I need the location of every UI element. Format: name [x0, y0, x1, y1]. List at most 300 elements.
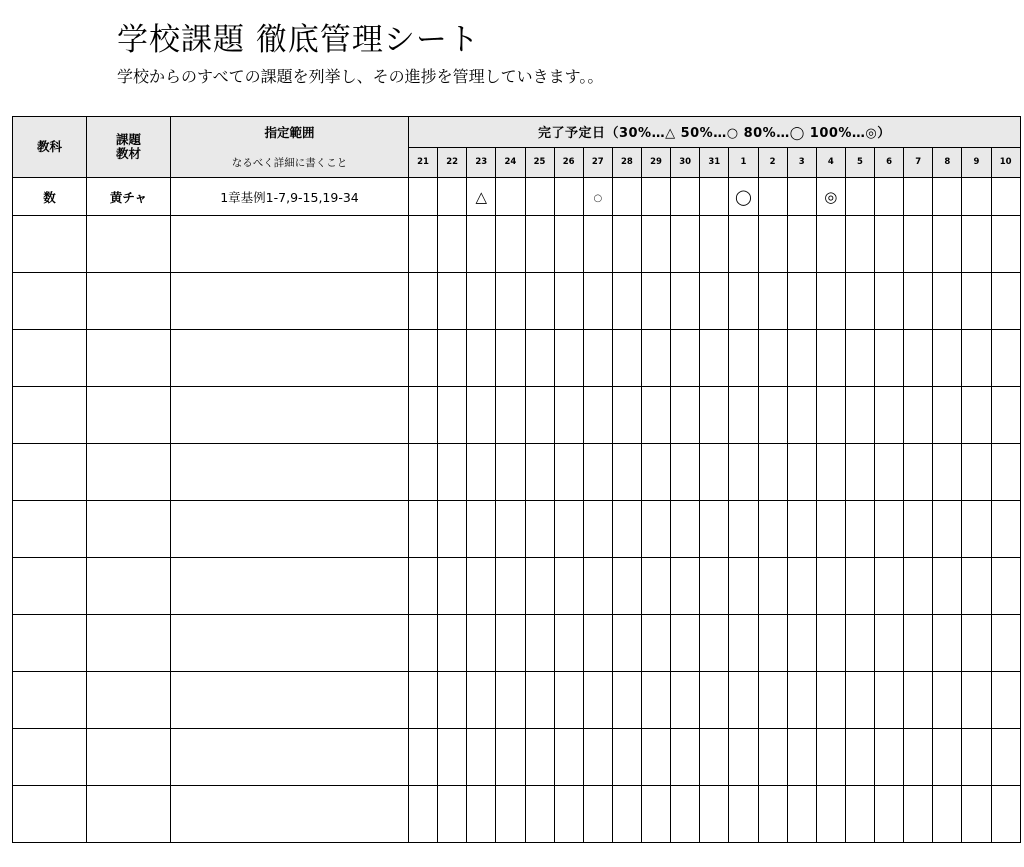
progress-cell[interactable] — [700, 216, 729, 273]
progress-cell[interactable] — [612, 178, 641, 216]
progress-cell[interactable] — [642, 501, 671, 558]
subject-cell[interactable] — [13, 501, 87, 558]
progress-cell[interactable] — [845, 330, 874, 387]
progress-cell[interactable] — [642, 672, 671, 729]
progress-cell[interactable] — [933, 786, 962, 843]
progress-cell[interactable] — [962, 330, 991, 387]
progress-cell[interactable] — [496, 444, 525, 501]
progress-cell[interactable] — [845, 615, 874, 672]
progress-cell[interactable] — [875, 615, 904, 672]
day-header: 22 — [438, 147, 467, 178]
progress-cell[interactable] — [729, 178, 758, 216]
subject-cell[interactable] — [13, 672, 87, 729]
progress-cell[interactable] — [787, 501, 816, 558]
progress-cell[interactable] — [467, 444, 496, 501]
progress-cell[interactable] — [933, 216, 962, 273]
progress-cell[interactable] — [729, 501, 758, 558]
subject-cell[interactable] — [13, 273, 87, 330]
progress-cell[interactable] — [642, 216, 671, 273]
progress-cell[interactable] — [554, 444, 583, 501]
progress-cell[interactable] — [816, 729, 845, 786]
subject-cell[interactable] — [13, 216, 87, 273]
progress-cell[interactable] — [496, 672, 525, 729]
range-cell[interactable]: 1章基例1-7,9-15,19-34 — [171, 178, 409, 216]
progress-cell[interactable] — [700, 501, 729, 558]
range-cell[interactable] — [171, 615, 409, 672]
progress-cell[interactable] — [845, 501, 874, 558]
progress-cell[interactable] — [991, 729, 1020, 786]
progress-cell[interactable] — [409, 501, 438, 558]
progress-cell[interactable] — [700, 330, 729, 387]
subject-cell[interactable] — [13, 729, 87, 786]
progress-cell[interactable] — [409, 615, 438, 672]
progress-cell[interactable] — [642, 444, 671, 501]
progress-cell[interactable] — [758, 672, 787, 729]
progress-cell[interactable] — [904, 178, 933, 216]
progress-cell[interactable] — [787, 273, 816, 330]
range-cell[interactable] — [171, 558, 409, 615]
progress-cell[interactable] — [700, 178, 729, 216]
progress-cell[interactable] — [991, 216, 1020, 273]
progress-cell[interactable] — [875, 178, 904, 216]
progress-cell[interactable] — [758, 216, 787, 273]
progress-cell[interactable] — [642, 273, 671, 330]
progress-cell[interactable] — [991, 786, 1020, 843]
progress-cell[interactable] — [729, 273, 758, 330]
progress-cell[interactable] — [991, 615, 1020, 672]
progress-cell[interactable] — [875, 273, 904, 330]
progress-cell[interactable] — [729, 216, 758, 273]
progress-cell[interactable] — [409, 216, 438, 273]
progress-cell[interactable] — [671, 729, 700, 786]
progress-cell[interactable] — [933, 615, 962, 672]
progress-cell[interactable] — [962, 786, 991, 843]
progress-cell[interactable] — [409, 178, 438, 216]
progress-cell[interactable] — [554, 501, 583, 558]
progress-cell[interactable] — [962, 178, 991, 216]
progress-cell[interactable] — [612, 444, 641, 501]
progress-cell[interactable] — [933, 672, 962, 729]
progress-cell[interactable] — [583, 786, 612, 843]
progress-cell[interactable] — [816, 178, 845, 216]
progress-cell[interactable] — [525, 273, 554, 330]
progress-cell[interactable] — [612, 387, 641, 444]
range-cell[interactable] — [171, 330, 409, 387]
progress-cell[interactable] — [438, 387, 467, 444]
progress-cell[interactable] — [671, 216, 700, 273]
range-cell[interactable] — [171, 501, 409, 558]
progress-cell[interactable] — [875, 786, 904, 843]
progress-cell[interactable] — [438, 558, 467, 615]
progress-cell[interactable] — [642, 387, 671, 444]
progress-cell[interactable] — [583, 729, 612, 786]
progress-cell[interactable] — [729, 387, 758, 444]
progress-cell[interactable] — [671, 786, 700, 843]
progress-cell[interactable] — [583, 615, 612, 672]
progress-cell[interactable] — [845, 729, 874, 786]
progress-cell[interactable] — [758, 444, 787, 501]
range-cell[interactable] — [171, 672, 409, 729]
table-row — [13, 558, 1021, 615]
progress-cell[interactable] — [496, 387, 525, 444]
progress-cell[interactable] — [612, 501, 641, 558]
progress-cell[interactable] — [758, 387, 787, 444]
progress-cell[interactable] — [612, 558, 641, 615]
subject-cell[interactable]: 数 — [13, 178, 87, 216]
progress-cell[interactable] — [875, 387, 904, 444]
progress-cell[interactable] — [758, 273, 787, 330]
subject-cell[interactable] — [13, 615, 87, 672]
progress-cell[interactable] — [816, 330, 845, 387]
progress-cell[interactable] — [816, 273, 845, 330]
progress-cell[interactable] — [438, 672, 467, 729]
progress-cell[interactable] — [962, 501, 991, 558]
progress-cell[interactable] — [933, 558, 962, 615]
progress-cell[interactable] — [962, 273, 991, 330]
progress-cell[interactable] — [496, 330, 525, 387]
progress-cell[interactable] — [583, 387, 612, 444]
progress-cell[interactable] — [467, 501, 496, 558]
progress-cell[interactable] — [700, 444, 729, 501]
progress-cell[interactable] — [671, 558, 700, 615]
progress-cell[interactable] — [496, 558, 525, 615]
day-header: 8 — [933, 147, 962, 178]
progress-cell[interactable] — [554, 387, 583, 444]
progress-cell[interactable] — [845, 672, 874, 729]
progress-cell[interactable] — [904, 330, 933, 387]
progress-cell[interactable] — [438, 178, 467, 216]
table-row — [13, 444, 1021, 501]
progress-cell[interactable] — [671, 387, 700, 444]
progress-cell[interactable] — [438, 444, 467, 501]
progress-cell[interactable] — [991, 558, 1020, 615]
progress-cell[interactable] — [904, 615, 933, 672]
progress-cell[interactable] — [904, 501, 933, 558]
progress-cell[interactable] — [787, 444, 816, 501]
progress-cell[interactable] — [816, 558, 845, 615]
progress-cell[interactable] — [875, 330, 904, 387]
progress-cell[interactable] — [583, 273, 612, 330]
progress-cell[interactable] — [467, 387, 496, 444]
progress-cell[interactable] — [758, 786, 787, 843]
progress-cell[interactable] — [438, 273, 467, 330]
progress-cell[interactable] — [729, 729, 758, 786]
progress-cell[interactable] — [729, 672, 758, 729]
subject-cell[interactable] — [13, 387, 87, 444]
progress-cell[interactable] — [700, 387, 729, 444]
progress-cell[interactable] — [904, 216, 933, 273]
header-task-label: 課題 — [115, 132, 141, 147]
progress-cell[interactable] — [991, 330, 1020, 387]
progress-cell[interactable] — [467, 672, 496, 729]
progress-cell[interactable] — [962, 672, 991, 729]
progress-cell[interactable] — [438, 786, 467, 843]
progress-cell[interactable] — [554, 729, 583, 786]
progress-cell[interactable] — [816, 387, 845, 444]
progress-cell[interactable] — [816, 786, 845, 843]
progress-cell[interactable] — [525, 330, 554, 387]
progress-cell[interactable] — [496, 178, 525, 216]
progress-cell[interactable] — [496, 501, 525, 558]
day-header: 10 — [991, 147, 1020, 178]
progress-cell[interactable] — [612, 729, 641, 786]
progress-cell[interactable] — [467, 178, 496, 216]
progress-cell[interactable] — [700, 273, 729, 330]
material-cell[interactable] — [87, 615, 171, 672]
progress-cell[interactable] — [816, 444, 845, 501]
progress-mark: ○ — [593, 192, 603, 204]
progress-cell[interactable] — [816, 501, 845, 558]
progress-cell[interactable] — [787, 330, 816, 387]
progress-cell[interactable] — [729, 558, 758, 615]
subject-cell[interactable] — [13, 558, 87, 615]
progress-cell[interactable] — [467, 615, 496, 672]
progress-cell[interactable] — [525, 178, 554, 216]
progress-cell[interactable] — [904, 444, 933, 501]
progress-cell[interactable] — [583, 672, 612, 729]
progress-cell[interactable] — [991, 273, 1020, 330]
progress-cell[interactable] — [845, 216, 874, 273]
progress-cell[interactable] — [671, 444, 700, 501]
progress-cell[interactable] — [438, 330, 467, 387]
material-cell[interactable] — [87, 387, 171, 444]
progress-cell[interactable] — [933, 729, 962, 786]
progress-cell[interactable] — [991, 444, 1020, 501]
progress-cell[interactable] — [962, 216, 991, 273]
progress-cell[interactable] — [904, 786, 933, 843]
progress-cell[interactable] — [554, 273, 583, 330]
progress-cell[interactable] — [496, 273, 525, 330]
progress-cell[interactable] — [816, 615, 845, 672]
progress-cell[interactable] — [787, 786, 816, 843]
progress-cell[interactable] — [758, 330, 787, 387]
progress-cell[interactable] — [525, 786, 554, 843]
header-range-note: なるべく詳細に書くこと — [171, 147, 409, 178]
progress-cell[interactable] — [962, 729, 991, 786]
progress-cell[interactable] — [583, 444, 612, 501]
progress-cell[interactable] — [496, 786, 525, 843]
progress-cell[interactable] — [496, 615, 525, 672]
progress-cell[interactable] — [758, 178, 787, 216]
progress-cell[interactable] — [467, 273, 496, 330]
progress-cell[interactable] — [612, 273, 641, 330]
progress-cell[interactable] — [438, 729, 467, 786]
progress-cell[interactable] — [409, 558, 438, 615]
progress-cell[interactable] — [787, 178, 816, 216]
subject-cell[interactable] — [13, 330, 87, 387]
progress-cell[interactable] — [642, 178, 671, 216]
progress-cell[interactable] — [904, 387, 933, 444]
progress-cell[interactable] — [933, 273, 962, 330]
progress-cell[interactable] — [904, 672, 933, 729]
progress-cell[interactable] — [962, 444, 991, 501]
progress-cell[interactable] — [409, 273, 438, 330]
progress-cell[interactable] — [671, 501, 700, 558]
progress-cell[interactable] — [409, 387, 438, 444]
progress-cell[interactable] — [962, 387, 991, 444]
material-cell[interactable] — [87, 216, 171, 273]
subject-cell[interactable] — [13, 786, 87, 843]
material-cell[interactable] — [87, 444, 171, 501]
progress-cell[interactable] — [525, 672, 554, 729]
material-cell[interactable]: 黄チャ — [87, 178, 171, 216]
range-cell[interactable] — [171, 444, 409, 501]
progress-cell[interactable] — [933, 387, 962, 444]
progress-cell[interactable] — [612, 672, 641, 729]
progress-cell[interactable] — [729, 615, 758, 672]
progress-cell[interactable] — [467, 558, 496, 615]
progress-cell[interactable] — [758, 558, 787, 615]
progress-cell[interactable] — [787, 615, 816, 672]
progress-cell[interactable] — [845, 273, 874, 330]
progress-cell[interactable] — [962, 615, 991, 672]
progress-cell[interactable] — [904, 558, 933, 615]
progress-cell[interactable] — [583, 501, 612, 558]
progress-cell[interactable] — [554, 330, 583, 387]
progress-cell[interactable] — [554, 558, 583, 615]
progress-cell[interactable] — [583, 216, 612, 273]
progress-cell[interactable] — [496, 729, 525, 786]
progress-cell[interactable] — [525, 558, 554, 615]
progress-cell[interactable] — [991, 387, 1020, 444]
progress-cell[interactable] — [933, 444, 962, 501]
material-cell[interactable] — [87, 729, 171, 786]
progress-cell[interactable] — [612, 786, 641, 843]
progress-cell[interactable] — [612, 330, 641, 387]
range-cell[interactable] — [171, 273, 409, 330]
progress-cell[interactable] — [525, 615, 554, 672]
progress-cell[interactable] — [671, 178, 700, 216]
progress-cell[interactable] — [438, 501, 467, 558]
progress-cell[interactable] — [904, 273, 933, 330]
progress-cell[interactable] — [933, 330, 962, 387]
progress-cell[interactable] — [787, 729, 816, 786]
progress-cell[interactable] — [991, 672, 1020, 729]
material-cell[interactable] — [87, 273, 171, 330]
progress-cell[interactable] — [583, 558, 612, 615]
progress-cell[interactable] — [409, 444, 438, 501]
progress-cell[interactable] — [962, 558, 991, 615]
progress-cell[interactable] — [642, 330, 671, 387]
header-subject: 教科 — [13, 117, 87, 178]
progress-cell[interactable] — [933, 178, 962, 216]
progress-cell[interactable] — [875, 729, 904, 786]
progress-cell[interactable] — [816, 216, 845, 273]
progress-cell[interactable] — [554, 216, 583, 273]
progress-cell[interactable] — [583, 330, 612, 387]
range-cell[interactable] — [171, 387, 409, 444]
progress-cell[interactable] — [758, 729, 787, 786]
progress-cell[interactable] — [525, 387, 554, 444]
progress-cell[interactable] — [642, 729, 671, 786]
progress-cell[interactable] — [642, 786, 671, 843]
progress-cell[interactable] — [612, 216, 641, 273]
material-cell[interactable] — [87, 672, 171, 729]
progress-cell[interactable] — [409, 672, 438, 729]
subject-cell[interactable] — [13, 444, 87, 501]
progress-cell[interactable] — [409, 330, 438, 387]
progress-cell[interactable] — [845, 558, 874, 615]
progress-cell[interactable] — [875, 216, 904, 273]
progress-cell[interactable] — [554, 615, 583, 672]
progress-cell[interactable] — [700, 558, 729, 615]
progress-cell[interactable] — [729, 444, 758, 501]
range-cell[interactable] — [171, 786, 409, 843]
progress-cell[interactable] — [787, 558, 816, 615]
progress-cell[interactable] — [525, 216, 554, 273]
progress-cell[interactable] — [438, 216, 467, 273]
material-cell[interactable] — [87, 786, 171, 843]
progress-cell[interactable] — [787, 387, 816, 444]
progress-cell[interactable] — [642, 558, 671, 615]
progress-cell[interactable] — [845, 387, 874, 444]
progress-cell[interactable] — [787, 672, 816, 729]
progress-cell[interactable] — [875, 558, 904, 615]
progress-cell[interactable] — [758, 615, 787, 672]
progress-cell[interactable] — [700, 786, 729, 843]
progress-cell[interactable] — [729, 786, 758, 843]
progress-cell[interactable] — [816, 672, 845, 729]
day-header: 5 — [845, 147, 874, 178]
material-cell[interactable] — [87, 330, 171, 387]
progress-cell[interactable] — [875, 444, 904, 501]
progress-cell[interactable] — [845, 178, 874, 216]
material-cell[interactable] — [87, 558, 171, 615]
progress-cell[interactable] — [525, 501, 554, 558]
progress-cell[interactable] — [671, 330, 700, 387]
material-cell[interactable] — [87, 501, 171, 558]
progress-cell[interactable] — [700, 615, 729, 672]
progress-cell[interactable] — [467, 729, 496, 786]
progress-cell[interactable] — [467, 786, 496, 843]
progress-cell[interactable] — [875, 501, 904, 558]
progress-cell[interactable] — [554, 786, 583, 843]
progress-cell[interactable] — [758, 501, 787, 558]
progress-cell[interactable] — [525, 444, 554, 501]
progress-cell[interactable] — [467, 330, 496, 387]
progress-cell[interactable] — [438, 615, 467, 672]
progress-cell[interactable] — [409, 729, 438, 786]
progress-cell[interactable] — [671, 672, 700, 729]
progress-cell[interactable] — [845, 786, 874, 843]
progress-cell[interactable] — [904, 729, 933, 786]
progress-cell[interactable] — [554, 672, 583, 729]
progress-cell[interactable] — [700, 729, 729, 786]
progress-cell[interactable] — [787, 216, 816, 273]
progress-cell[interactable] — [845, 444, 874, 501]
progress-cell[interactable] — [612, 615, 641, 672]
progress-cell[interactable] — [409, 786, 438, 843]
progress-cell[interactable] — [875, 672, 904, 729]
progress-cell[interactable] — [467, 216, 496, 273]
progress-cell[interactable] — [729, 330, 758, 387]
progress-cell[interactable] — [642, 615, 671, 672]
range-cell[interactable] — [171, 216, 409, 273]
progress-cell[interactable] — [991, 178, 1020, 216]
progress-cell[interactable] — [583, 178, 612, 216]
range-cell[interactable] — [171, 729, 409, 786]
progress-cell[interactable] — [496, 216, 525, 273]
table-row — [13, 273, 1021, 330]
progress-cell[interactable] — [554, 178, 583, 216]
progress-cell[interactable] — [933, 501, 962, 558]
progress-cell[interactable] — [700, 672, 729, 729]
day-header: 21 — [409, 147, 438, 178]
progress-cell[interactable] — [991, 501, 1020, 558]
progress-cell[interactable] — [671, 273, 700, 330]
progress-cell[interactable] — [671, 615, 700, 672]
progress-cell[interactable] — [525, 729, 554, 786]
